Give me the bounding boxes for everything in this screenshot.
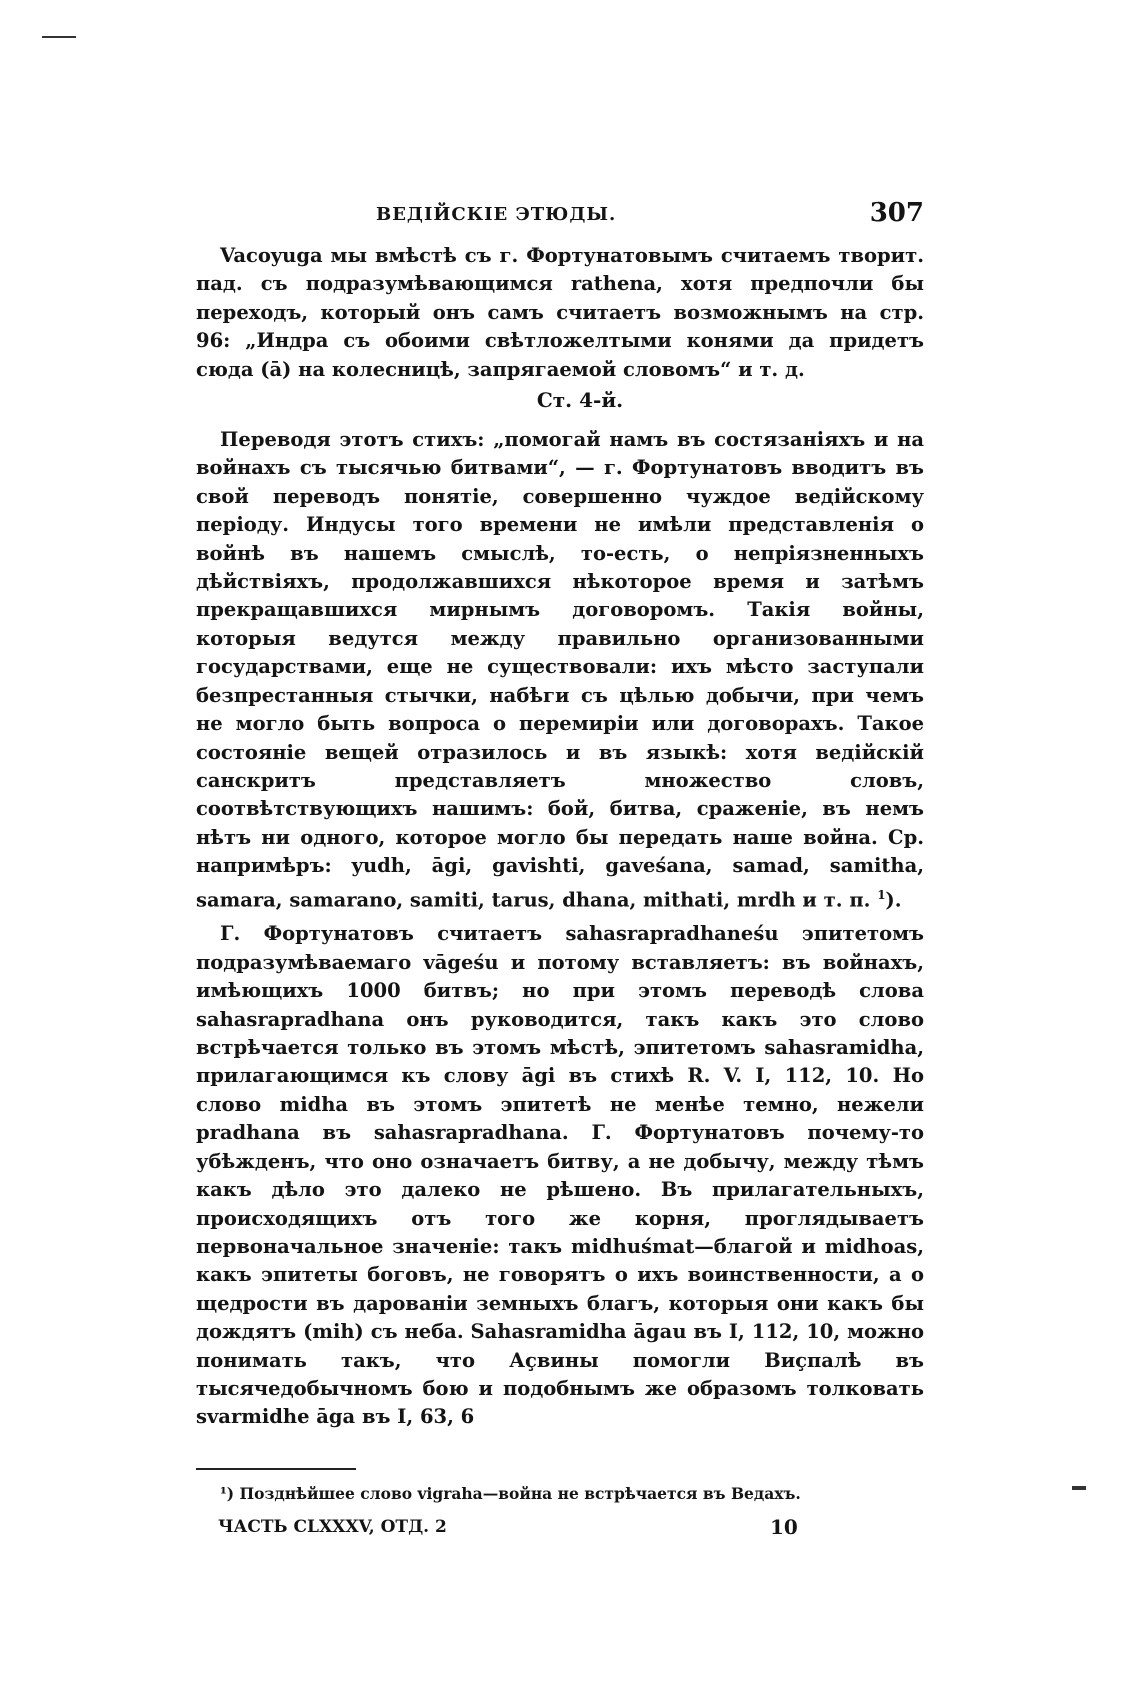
footnote-marker: ¹) [220, 1483, 235, 1503]
footnote-rule [196, 1468, 356, 1470]
footnote-reference: 1 [877, 887, 886, 902]
paragraph-3: Г. Фортунатовъ считаетъ sahasrapradhaneśu эпитетомъ подразумѣваемаго vāgeśu и потому вставляетъ: въ войнахъ, имѣющихъ 1000 битвъ; но при этомъ переводѣ слова sahasrapradhana онъ руководится, такъ какъ это слово встрѣчается только въ этомъ мѣстѣ, эпитетомъ sahasramidha, прилагающимся къ слову āgi въ стихѣ R. V. I, 112, 10. Но слово midha въ этомъ эпитетѣ не менѣе темно, нежели pradhana въ sahasrapradhana. Г. Фортунатовъ почему-то убѣжденъ, что оно означаетъ битву, а не добычу, между тѣмъ какъ дѣло это далеко не рѣшено. Въ прилагательныхъ, происходящихъ отъ того же корня, проглядываетъ первоначальное значеніе: такъ midhuśmat—благой и midhoas, какъ эпитеты боговъ, не говорятъ о ихъ воинственности, а о щедрости въ дарованіи земныхъ благъ, которыя они какъ бы дождятъ (mih) съ неба. Sahasramidha āgau въ I, 112, 10, можно понимать такъ, что Аçвины помогли Виçпалѣ въ тысячедобычномъ бою и подобнымъ же образомъ толковать svarmidhe āga въ I, 63, 6 [196, 922, 924, 1429]
signature-line [196, 1513, 924, 1543]
paragraph-2-text: Переводя этотъ стихъ: „помогай намъ въ состязаніяхъ и на войнахъ съ тысячью битвами“, — г. Фортунатовъ вводитъ въ свой переводъ понятіе, совершенно чуждое ведійскому періоду. Индусы того времени не имѣли представленія о войнѣ въ нашемъ смыслѣ, то-есть, о непріязненныхъ дѣйствіяхъ, продолжавшихся нѣкоторое время и затѣмъ прекращавшихся мирнымъ договоромъ. Такія войны, которыя ведутся между правильно организованными государствами, еще не существовали: ихъ мѣсто заступали безпрестанныя стычки, набѣги съ цѣлью добычи, при чемъ не могло быть вопроса о перемиріи или договорахъ. Такое состояніе вещей отразилось и въ языкѣ: хотя ведійскій санскритъ представляетъ множество словъ, соотвѣтствующихъ нашимъ: бой, битва, сраженіе, въ немъ нѣтъ ни одного, которое могло бы передать наше война. Ср. напримѣръ: yudh, āgi, gavishti, gaveśana, samad, samitha, samara, samarano, samiti, tarus, dhana, mithati, mrdh и т. п. [196, 428, 924, 912]
running-head [196, 198, 924, 232]
page [196, 198, 924, 1543]
paragraph-1: Vacoyuga мы вмѣстѣ съ г. Фортунатовымъ считаемъ творит. пад. съ подразумѣвающимся rathena, хотя предпочли бы переходъ, который онъ самъ считаетъ возможнымъ на стр. 96: „Индра съ обоими свѣтложелтыми конями да придетъ сюда (ā) на колесницѣ, запрягаемой словомъ“ и т. д. [196, 244, 924, 381]
running-title: ВЕДІЙСКІЕ ЭТЮДЫ. [376, 204, 617, 225]
scan-mark-bottom-right [1072, 1486, 1086, 1490]
scan-mark-top-left [42, 36, 76, 38]
signature-mark: ЧАСТЬ CLXXXV, ОТД. 2 [218, 1516, 447, 1537]
footnote [220, 1484, 924, 1503]
page-number: 307 [869, 198, 924, 228]
signature-number: 10 [770, 1514, 798, 1539]
paragraph-2 [196, 426, 924, 914]
footnote-text: Позднѣйшее слово vigraha—война не встрѣчается въ Ведахъ. [239, 1483, 801, 1503]
paragraph-2-end: ). [885, 888, 902, 912]
section-heading: Ст. 4-й. [536, 388, 624, 413]
